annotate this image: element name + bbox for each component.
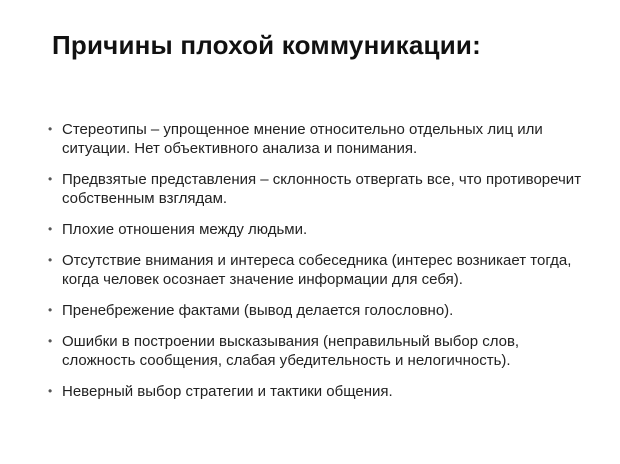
bullet-icon: • [48,303,53,317]
reasons-list [48,120,588,413]
list-item [48,120,588,158]
list-item-text: Отсутствие внимания и интереса собеседника (интерес возникает тогда, когда человек осознает значение информации для себя). [62,252,572,288]
bullet-icon: • [48,384,53,398]
slide-title: Причины плохой коммуникации: [52,30,481,60]
bullet-icon: • [48,222,53,236]
bullet-icon: • [48,172,53,186]
list-item [48,301,588,320]
list-item-text: Предвзятые представления – склонность отвергать все, что противоречит собственным взглядам. [62,171,582,207]
list-item-text: Ошибки в построении высказывания (неправильный выбор слов, сложность сообщения, слабая убедительность и нелогичность). [62,333,520,369]
bullet-icon: • [48,334,53,348]
list-item [48,332,588,370]
list-item [48,382,588,401]
list-item-text: Пренебрежение фактами (вывод делается голословно). [62,302,454,319]
list-item [48,251,588,289]
list-item-text: Неверный выбор стратегии и тактики общения. [62,383,393,400]
list-item [48,220,588,239]
list-item-text: Плохие отношения между людьми. [62,221,308,238]
bullet-icon: • [48,122,53,136]
list-item-text: Стереотипы – упрощенное мнение относительно отдельных лиц или ситуации. Нет объективного анализа и понимания. [62,121,543,157]
list-item [48,170,588,208]
bullet-icon: • [48,253,53,267]
